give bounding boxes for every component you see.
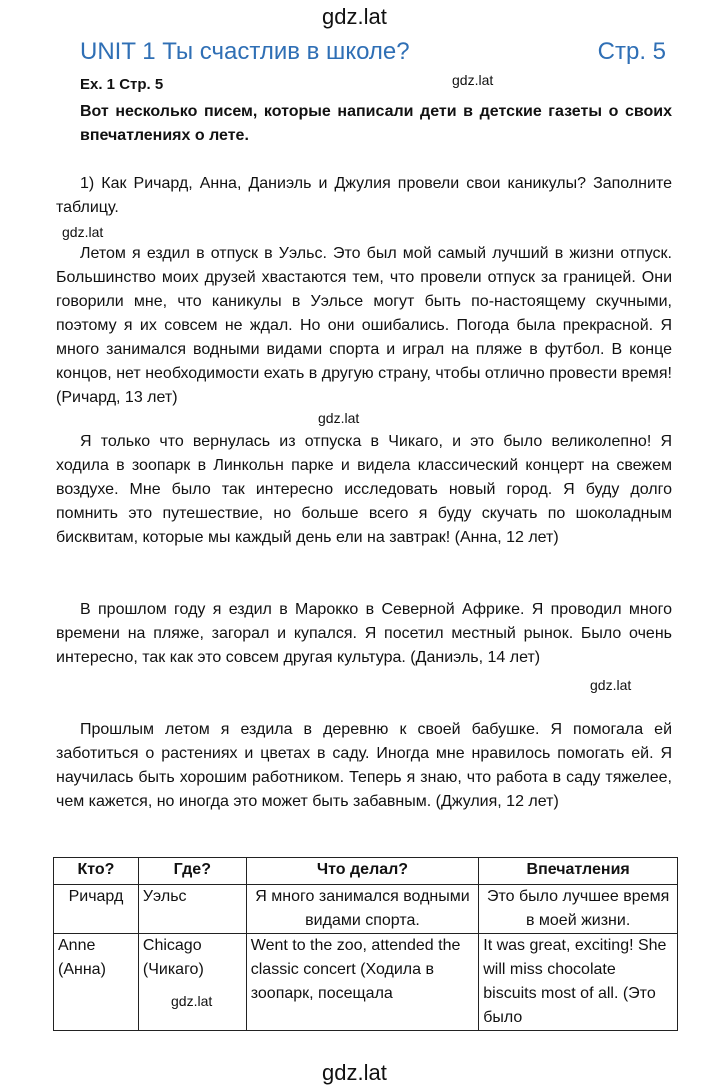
header-what: Что делал?: [246, 858, 479, 885]
summary-table: [53, 857, 678, 1031]
header-where: Где?: [138, 858, 246, 885]
watermark-header: gdz.lat: [452, 72, 494, 88]
exercise-label: Ex. 1 Стр. 5: [80, 76, 164, 93]
header-impressions: Впечатления: [479, 858, 678, 885]
table-header-row: [54, 858, 678, 885]
cell-who: Ричард: [54, 885, 139, 934]
cell-impressions: It was great, exciting! She will miss chocolate biscuits most of all. (Это было: [479, 934, 678, 1031]
watermark-middle: gdz.lat: [318, 410, 360, 426]
table-row: [54, 885, 678, 934]
cell-what: Я много занимался водными видами спорта.: [246, 885, 479, 934]
cell-impressions: Это было лучшее время в моей жизни.: [479, 885, 678, 934]
watermark-left: gdz.lat: [62, 224, 104, 240]
exercise-question: 1) Как Ричард, Анна, Даниэль и Джулия провели свои каникулы? Заполните таблицу.: [56, 175, 672, 216]
unit-title: UNIT 1 Ты счастлив в школе?: [80, 38, 410, 65]
watermark-right: gdz.lat: [590, 677, 632, 693]
letter-richard: Летом я ездил в отпуск в Уэльс. Это был мой самый лучший в жизни отпуск. Большинство моих друзей хвастаются тем, что провели отпуск за границей. Они говорили мне, что каникулы в Уэльсе могут быть по-настоящему скучными, поэтому я их совсем не ждал. Но они ошибались. Погода была прекрасной. Я много занимался водными видами спорта и играл на пляже в футбол. В конце концов, нет необходимости ехать в другую страну, чтобы отлично провести время! (Ричард, 13 лет): [56, 245, 672, 406]
watermark-bottom: gdz.lat: [322, 1060, 387, 1085]
watermark-table: gdz.lat: [171, 993, 213, 1009]
exercise-instruction: Вот несколько писем, которые написали дети в детские газеты о своих впечатлениях о лете.: [80, 103, 672, 144]
cell-where: Chicago (Чикаго): [138, 934, 246, 1031]
table-row: [54, 934, 678, 1031]
letter-daniel: В прошлом году я ездил в Марокко в Северной Африке. Я проводил много времени на пляже, загорал и купался. Я посетил местный рынок. Было очень интересно, так как это совсем другая культура. (Даниэль, 14 лет): [56, 601, 672, 666]
header-who: Кто?: [54, 858, 139, 885]
page-number: Стр. 5: [597, 38, 666, 65]
letter-anna: Я только что вернулась из отпуска в Чикаго, и это было великолепно! Я ходила в зоопарк в Линкольн парке и видела классический концерт на свежем воздухе. Мне было так интересно исследовать новый город. Я буду долго помнить это путешествие, но больше всего я буду скучать по шоколадным бисквитам, которые мы каждый день ели на завтрак! (Анна, 12 лет): [56, 433, 672, 546]
cell-where: Уэльс: [138, 885, 246, 934]
cell-what: Went to the zoo, attended the classic concert (Ходила в зоопарк, посещала: [246, 934, 479, 1031]
letter-julia: Прошлым летом я ездила в деревню к своей бабушке. Я помогала ей заботиться о растениях и цветах в саду. Иногда мне нравилось помогать ей. Я научилась быть хорошим работником. Теперь я знаю, что работа в саду тяжелее, чем кажется, но иногда это может быть забавным. (Джулия, 12 лет): [56, 721, 672, 810]
cell-who: Anne (Анна): [54, 934, 139, 1031]
watermark-top: gdz.lat: [322, 4, 387, 29]
